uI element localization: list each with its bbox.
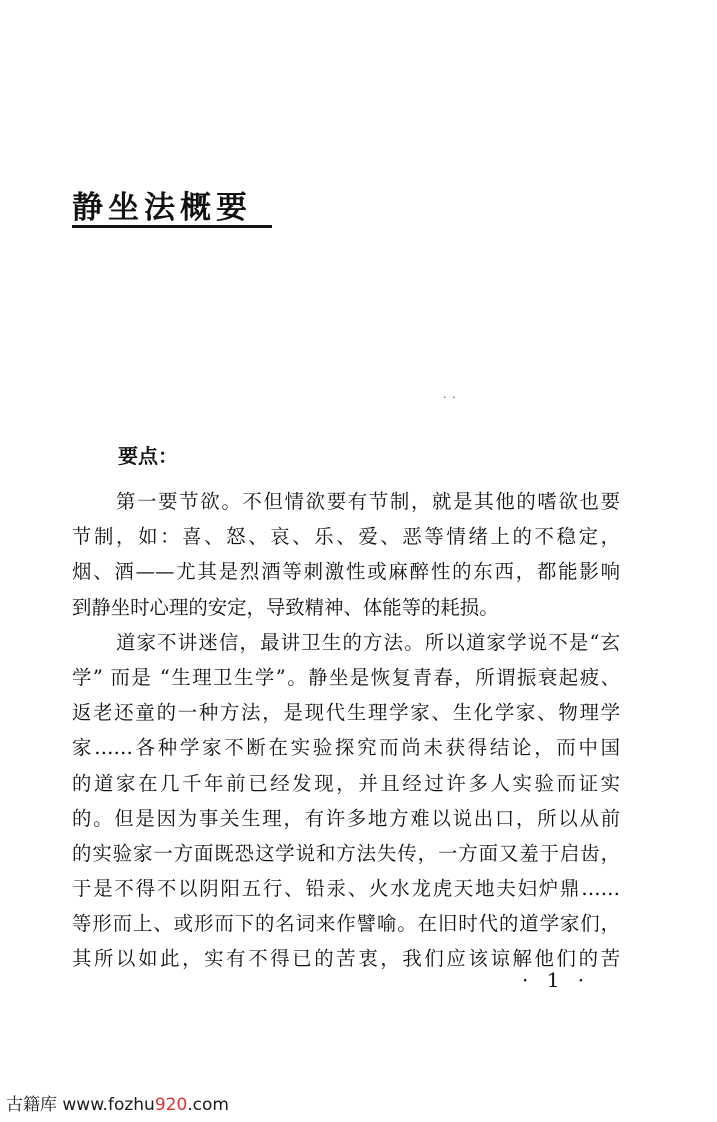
scan-speck: . . xyxy=(443,388,457,401)
text-line: 的。但是因为事关生理，有许多地方难以说出口，所以从前 xyxy=(72,806,620,830)
section-heading: 要点： xyxy=(118,444,178,468)
text-line: 其所以如此，实有不得已的苦衷，我们应该谅解他们的苦 xyxy=(72,947,620,971)
watermark-site: 古籍库 www.fozhu xyxy=(6,1095,155,1115)
watermark-number: 920 xyxy=(154,1095,188,1115)
text-line: 等形而上、或形而下的名词来作譬喻。在旧时代的道学家们， xyxy=(72,912,620,936)
text-line: 的实验家一方面既恐这学说和方法失传，一方面又羞于启齿， xyxy=(72,841,620,865)
text-line: 道家不讲迷信，最讲卫生的方法。所以道家学说不是“玄 xyxy=(116,630,620,654)
text-line: 到静坐时心理的安定，导致精神、体能等的耗损。 xyxy=(72,595,499,619)
watermark-tld: .com xyxy=(187,1095,229,1115)
text-line: 第一要节欲。不但情欲要有节制，就是其他的嗜欲也要 xyxy=(116,490,620,513)
text-line: 的道家在几千年前已经发现，并且经过许多人实验而证实 xyxy=(72,771,620,795)
chapter-title: 静坐法概要 xyxy=(72,190,252,226)
title-underline xyxy=(72,225,272,228)
text-line: 于是不得不以阴阳五行、铅汞、火水龙虎天地夫妇炉鼎…… xyxy=(72,877,620,901)
text-line: 学” 而是 “生理卫生学”。静坐是恢复青春，所谓振衰起疲、 xyxy=(72,665,620,689)
site-watermark[interactable] xyxy=(6,1090,229,1115)
text-line: 返老还童的一种方法，是现代生理学家、生化学家、物理学 xyxy=(72,701,620,725)
text-line: 烟、酒——尤其是烈酒等刺激性或麻醉性的东西，都能影响 xyxy=(72,560,620,584)
text-line: 节制，如：喜、怒、哀、乐、爱、恶等情绪上的不稳定， xyxy=(72,525,620,549)
text-line: 家……各种学家不断在实验探究而尚未获得结论，而中国 xyxy=(72,736,620,760)
body-text xyxy=(72,484,620,977)
page-number: · 1 · xyxy=(522,968,591,992)
